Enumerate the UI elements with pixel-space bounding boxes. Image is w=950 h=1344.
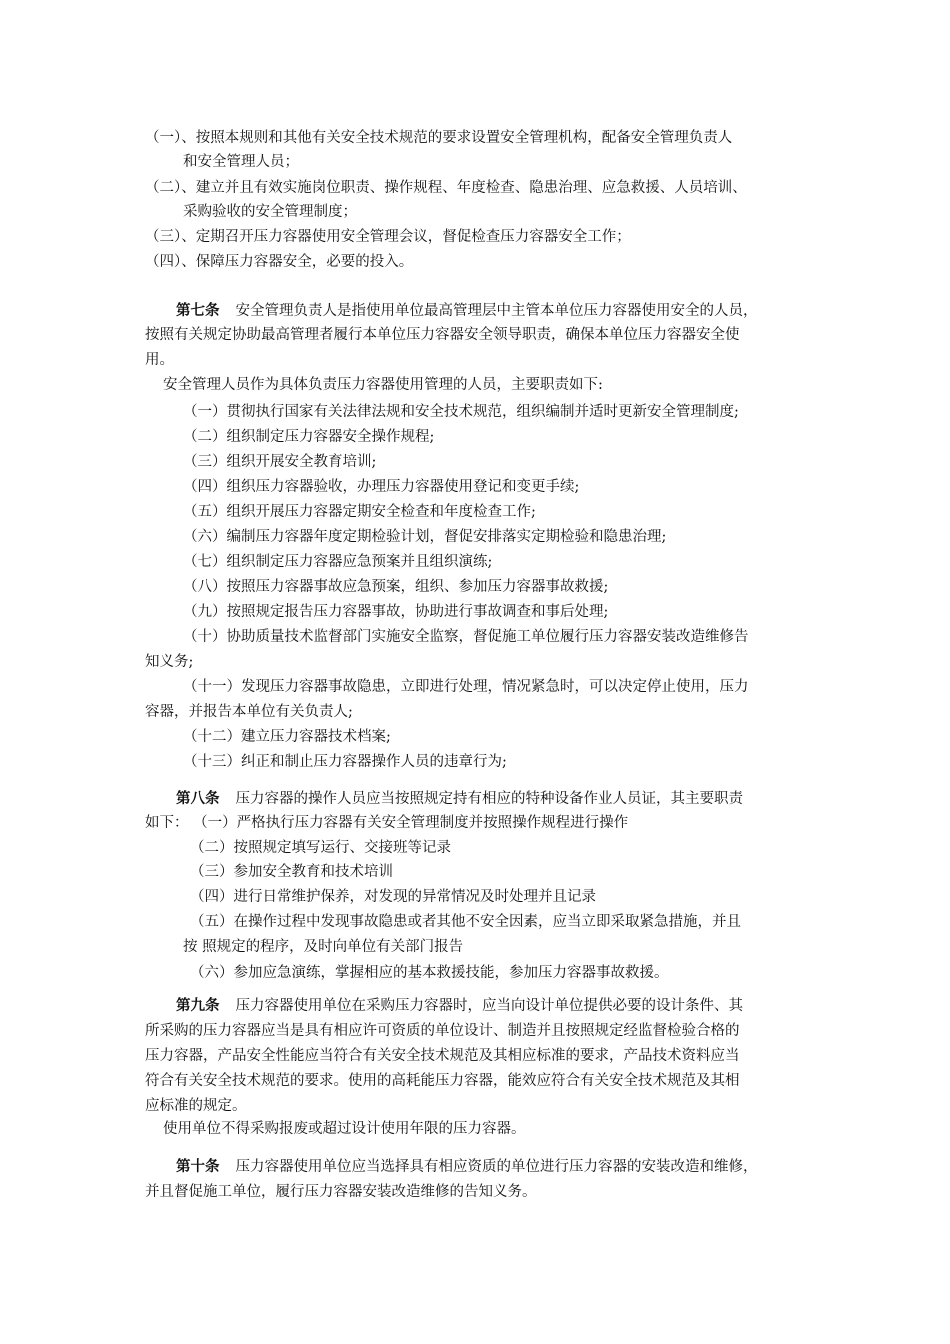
article-7-para1-line-1: 安全管理负责人是指使用单位最高管理层中主管本单位压力容器使用安全的人员， xyxy=(235,303,758,319)
article-7-item: （二）组织制定压力容器安全操作规程; xyxy=(183,429,435,445)
article-7-item: （五）组织开展压力容器定期安全检查和年度检查工作; xyxy=(183,504,536,520)
intro-item-2-line-2: 采购验收的安全管理制度； xyxy=(183,204,357,220)
article-7-item: （四）组织压力容器验收，办理压力容器使用登记和变更手续; xyxy=(183,479,580,495)
article-9-para2: 使用单位不得采购报废或超过设计使用年限的压力容器。 xyxy=(163,1121,526,1137)
article-7-para1-line-3: 用。 xyxy=(145,352,174,368)
intro-item-1-line-2: 和安全管理人员； xyxy=(183,154,299,170)
article-9-line-4: 符合有关安全技术规范的要求。使用的高耗能压力容器，能效应符合有关安全技术规范及其相 xyxy=(145,1073,740,1089)
article-9-line-2: 所采购的压力容器应当是具有相应许可资质的单位设计、制造并且按照规定经监督检验合格的 xyxy=(145,1023,740,1039)
intro-item-4: （四）、保障压力容器安全，必要的投入。 xyxy=(145,254,414,270)
article-9-first-line xyxy=(176,996,743,1016)
article-8-line-1: 压力容器的操作人员应当按照规定持有相应的特种设备作业人员证，其主要职责 xyxy=(235,791,743,807)
article-7-item: （六）编制压力容器年度定期检验计划，督促安排落实定期检验和隐患治理; xyxy=(183,529,667,545)
article-7-item: （三）组织开展安全教育培训; xyxy=(183,454,377,470)
article-7-para2: 安全管理人员作为具体负责压力容器使用管理的人员，主要职责如下: xyxy=(163,377,603,393)
article-7-para1-line-2: 按照有关规定协助最高管理者履行本单位压力容器安全领导职责，确保本单位压力容器安全使 xyxy=(145,327,740,343)
article-8-item: （五）在操作过程中发现事故隐患或者其他不安全因素，应当立即采取紧急措施，并且 xyxy=(190,914,741,930)
article-8-item: （六）参加应急演练，掌握相应的基本救援技能，参加压力容器事故救援。 xyxy=(190,965,669,981)
article-10-line-2: 并且督促施工单位，履行压力容器安装改造维修的告知义务。 xyxy=(145,1184,537,1200)
article-9-heading: 第九条 xyxy=(176,997,220,1014)
article-7-item-continuation: 知义务; xyxy=(145,654,194,670)
intro-item-3: （三）、定期召开压力容器使用安全管理会议，督促检查压力容器安全工作； xyxy=(145,229,631,245)
article-7-item: （八）按照压力容器事故应急预案，组织、参加压力容器事故救援; xyxy=(183,579,609,595)
intro-item-2-line-1: （二）、建立并且有效实施岗位职责、操作规程、年度检查、隐患治理、应急救援、人员培训、 xyxy=(145,180,747,196)
article-8-line-2: 如下： （一）严格执行压力容器有关安全管理制度并按照操作规程进行操作 xyxy=(145,815,629,831)
article-10-line-1: 压力容器使用单位应当选择具有相应资质的单位进行压力容器的安装改造和维修， xyxy=(235,1159,758,1175)
article-7-item: （一）贯彻执行国家有关法律法规和安全技术规范，组织编制并适时更新安全管理制度; xyxy=(183,404,739,420)
article-8-heading: 第八条 xyxy=(176,790,220,807)
article-9-line-1: 压力容器使用单位在采购压力容器时，应当向设计单位提供必要的设计条件、其 xyxy=(235,998,743,1014)
article-7-item: （七）组织制定压力容器应急预案并且组织演练; xyxy=(183,554,493,570)
article-9-line-5: 应标准的规定。 xyxy=(145,1098,247,1114)
article-7-heading: 第七条 xyxy=(176,302,220,319)
article-8-item: （二）按照规定填写运行、交接班等记录 xyxy=(190,840,451,856)
article-7-first-line xyxy=(176,301,758,321)
article-8-item: （三）参加安全教育和技术培训 xyxy=(190,864,393,880)
article-9-line-3: 压力容器，产品安全性能应当符合有关安全技术规范及其相应标准的要求，产品技术资料应当 xyxy=(145,1048,740,1064)
article-7-item: （十三）纠正和制止压力容器操作人员的违章行为; xyxy=(183,754,507,770)
article-8-item: （四）进行日常维护保养，对发现的异常情况及时处理并且记录 xyxy=(190,889,596,905)
article-7-item: （十二）建立压力容器技术档案; xyxy=(183,729,391,745)
article-10-heading: 第十条 xyxy=(176,1158,220,1175)
article-7-item: （十一）发现压力容器事故隐患，立即进行处理，情况紧急时，可以决定停止使用，压力 xyxy=(183,679,749,695)
article-8-item-continuation: 按 照规定的程序，及时向单位有关部门报告 xyxy=(183,939,464,955)
article-7-item: （九）按照规定报告压力容器事故，协助进行事故调查和事后处理; xyxy=(183,604,609,620)
article-8-first-line xyxy=(176,789,743,809)
article-7-item: （十）协助质量技术监督部门实施安全监察，督促施工单位履行压力容器安装改造维修告 xyxy=(183,629,749,645)
intro-item-1-line-1: （一）、按照本规则和其他有关安全技术规范的要求设置安全管理机构，配备安全管理负责人 xyxy=(145,130,733,146)
article-10-first-line xyxy=(176,1157,758,1177)
article-7-item-continuation: 容器，并报告本单位有关负责人; xyxy=(145,704,353,720)
